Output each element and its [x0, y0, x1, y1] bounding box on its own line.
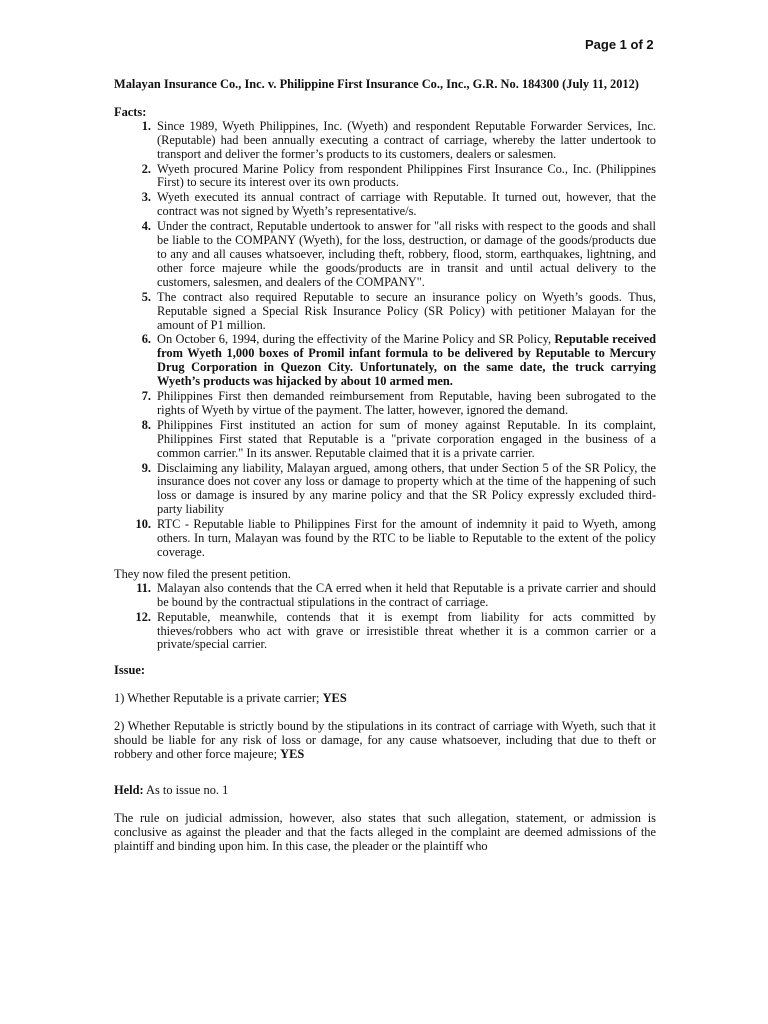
fact-text: Since 1989, Wyeth Philippines, Inc. (Wyeth) and respondent Reputable Forwarder Services, Inc. (Reputable) had been annually executing a contract of carriage, whereby the latter undertook to transport and deliver the former’s products to its customers, dealers or salesmen.: [157, 118, 656, 161]
fact-text: Wyeth procured Marine Policy from respondent Philippines First Insurance Co., Inc. (Philippines First) to secure its interest over its own products.: [157, 161, 656, 190]
fact-item: [114, 220, 656, 290]
fact-item: [114, 419, 656, 461]
fact-number: 6.: [141, 332, 151, 347]
fact-number: 5.: [141, 289, 151, 304]
fact-text: Disclaiming any liability, Malayan argued, among others, that under Section 5 of the SR Policy, the insurance does not cover any loss or damage to property which at the time of the happening of such loss or damage is insured by any marine policy and that the SR Policy expressly excluded third-party liability: [157, 460, 656, 517]
page-number: Page 1 of 2: [585, 37, 654, 52]
fact-number: 2.: [141, 161, 151, 176]
fact-text: Under the contract, Reputable undertook to answer for "all risks with respect to the goods and shall be liable to the COMPANY (Wyeth), for the loss, destruction, or damage of the goods/products due to any and all causes whatsoever, including theft, robbery, flood, storm, earthquakes, lightning, and other force majeure while the goods/products are in transit and until actual delivery to the customers, salesmen, and dealers of the COMPANY".: [157, 219, 656, 289]
fact-item: [114, 333, 656, 389]
fact-item: [114, 291, 656, 333]
fact-number: 3.: [141, 190, 151, 205]
held-label: Held:: [114, 782, 144, 797]
facts-list-continued: [114, 582, 656, 653]
fact-item: [114, 120, 656, 162]
petition-line: They now filed the present petition.: [114, 566, 291, 581]
fact-text: Malayan also contends that the CA erred when it held that Reputable is a private carrier and should be bound by the contractual stipulations in the contract of carriage.: [157, 580, 656, 609]
fact-text: Reputable, meanwhile, contends that it is exempt from liability for acts committed by thieves/robbers who act with grave or irresistible threat whether it is a common carrier or a private/special carrier.: [157, 609, 656, 652]
fact-number: 1.: [141, 118, 151, 133]
fact-number: 10.: [135, 517, 151, 532]
fact-text: Philippines First then demanded reimbursement from Reputable, having been subrogated to the rights of Wyeth by virtue of the payment. The latter, however, ignored the demand.: [157, 389, 656, 417]
fact-text-bold: Reputable received from Wyeth 1,000 boxes of Promil infant formula to be delivered by Reputable to Mercury Drug Corporation in Quezon City. Unfortunately, on the same date, the truck carrying Wyeth’s products was hijacked by about 10 armed men.: [157, 332, 656, 389]
facts-heading: Facts:: [114, 104, 147, 119]
issue-answer: YES: [322, 691, 347, 706]
fact-number: 8.: [141, 417, 151, 432]
fact-number: 12.: [135, 609, 151, 624]
issue-question-text: 2) Whether Reputable is strictly bound by the stipulations in its contract of carriage with Wyeth, such that it should be liable for any risk of loss or damage, for any cause whatsoever, including that due to theft or robbery and other force majeure;: [114, 719, 656, 761]
fact-number: 11.: [136, 580, 151, 595]
issue-question-text: 1) Whether Reputable is a private carrier;: [114, 691, 323, 706]
fact-item: [114, 582, 656, 610]
issue-answer: YES: [280, 746, 305, 761]
fact-item: [114, 611, 656, 653]
fact-text: Wyeth executed its annual contract of carriage with Reputable. It turned out, however, that the contract was not signed by Wyeth’s representative/s.: [157, 190, 656, 219]
fact-text-plain: On October 6, 1994, during the effectivity of the Marine Policy and SR Policy,: [157, 332, 555, 347]
fact-item: [114, 191, 656, 219]
fact-item: [114, 518, 656, 560]
held-heading: [114, 784, 656, 798]
issue-heading: Issue:: [114, 663, 145, 678]
case-title: Malayan Insurance Co., Inc. v. Philippine First Insurance Co., Inc., G.R. No. 184300 (July 11, 2012): [114, 77, 639, 91]
issue-question-2: [114, 720, 656, 762]
document-body: [114, 78, 656, 854]
fact-number: 9.: [141, 460, 151, 475]
fact-text: The contract also required Reputable to secure an insurance policy on Wyeth’s goods. Thus, Reputable signed a Special Risk Insurance Policy (SR Policy) with petitioner Malayan for the amount of P1 million.: [157, 289, 656, 332]
fact-item: [114, 163, 656, 191]
fact-item: [114, 462, 656, 518]
fact-text: RTC - Reputable liable to Philippines First for the amount of indemnity it paid to Wyeth, among others. In turn, Malayan was found by the RTC to be liable to Reputable to the extent of the policy coverage.: [157, 517, 656, 559]
fact-number: 7.: [141, 389, 151, 404]
held-text: The rule on judicial admission, however, also states that such allegation, statement, or admission is conclusive as against the pleader and that the facts alleged in the complaint are deemed admissions of the plaintiff and binding upon him. In this case, the pleader or the plaintiff who: [114, 810, 656, 853]
held-subtitle: As to issue no. 1: [143, 782, 229, 797]
fact-text: [157, 333, 656, 389]
facts-list: [114, 120, 656, 560]
fact-item: [114, 390, 656, 418]
fact-text: Philippines First instituted an action for sum of money against Reputable. In its complaint, Philippines First stated that Reputable is a "private corporation engaged in the business of a common carrier." In its answer. Reputable claimed that it is a private carrier.: [157, 417, 656, 460]
fact-number: 4.: [141, 219, 151, 234]
issue-question-1: [114, 692, 656, 706]
